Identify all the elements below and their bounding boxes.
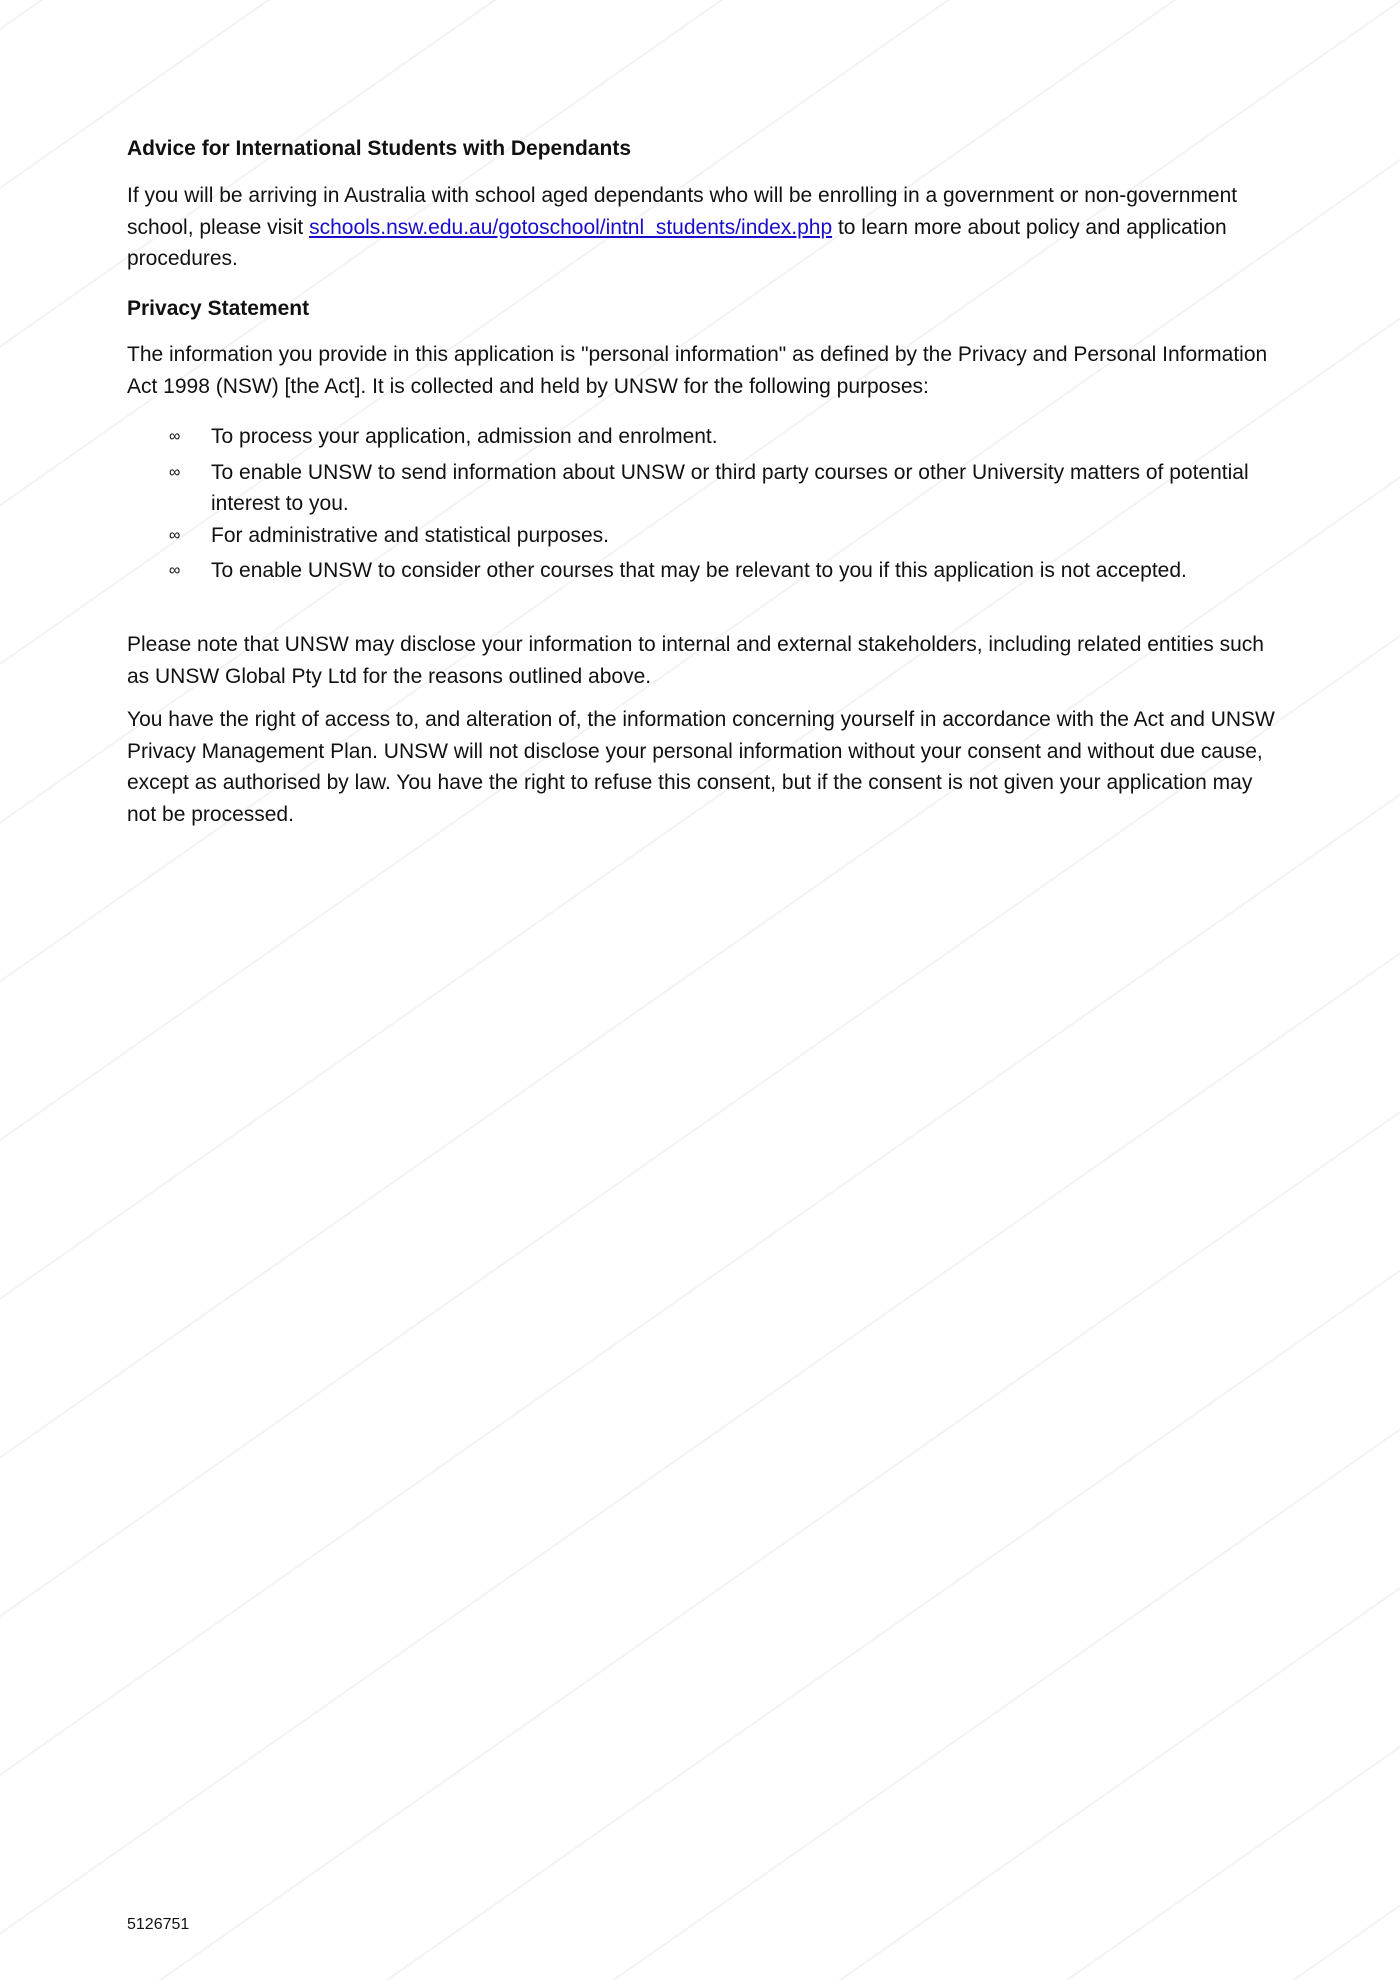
list-item <box>127 457 1317 520</box>
list-item <box>127 555 1317 587</box>
disclosure-paragraph: Please note that UNSW may disclose your information to internal and external stakeholders, including related entities such as UNSW Global Pty Ltd for the reasons outlined above. <box>127 633 1264 688</box>
bullet-icon: ∞ <box>169 428 181 445</box>
document-code: 5126751 <box>127 1916 190 1933</box>
bullet-icon: ∞ <box>169 526 181 544</box>
bullet-icon: ∞ <box>169 463 181 481</box>
paragraph-text: to learn more about policy and application procedures. <box>127 215 1227 270</box>
heading-privacy: Privacy Statement <box>127 297 310 320</box>
heading-dependants: Advice for International Students with Dependants <box>127 137 632 160</box>
list-item-text: To enable UNSW to send information about UNSW or third party courses or other University matters of potential interest to you. <box>211 460 1249 515</box>
paragraph-text: If you will be arriving in Australia with school aged dependants who will be enrolling in a government or non-government school, please visit <box>127 184 1238 239</box>
list-item <box>127 520 1317 552</box>
list-item-text: To enable UNSW to consider other courses that may be relevant to you if this application is not accepted. <box>211 559 1187 582</box>
list-item <box>127 421 1317 453</box>
rights-paragraph: You have the right of access to, and alteration of, the information concerning yourself in accordance with the Act and UNSW Privacy Management Plan. UNSW will not disclose your personal information without your consent and without due cause, except as authorised by law. You have the right to refuse this consent, but if the consent is not given your application may not be processed. <box>127 708 1275 826</box>
bullet-icon: ∞ <box>169 562 181 579</box>
schools-link[interactable]: schools.nsw.edu.au/gotoschool/intnl_students/index.php <box>309 215 833 239</box>
dependants-paragraph <box>127 180 1277 275</box>
privacy-intro: The information you provide in this application is "personal information" as defined by the Privacy and Personal Information Act 1998 (NSW) [the Act]. It is collected and held by UNSW for the following purposes: <box>127 343 1268 398</box>
list-item-text: To process your application, admission and enrolment. <box>211 425 718 448</box>
purposes-list <box>127 421 1317 587</box>
list-item-text: For administrative and statistical purposes. <box>211 523 610 547</box>
